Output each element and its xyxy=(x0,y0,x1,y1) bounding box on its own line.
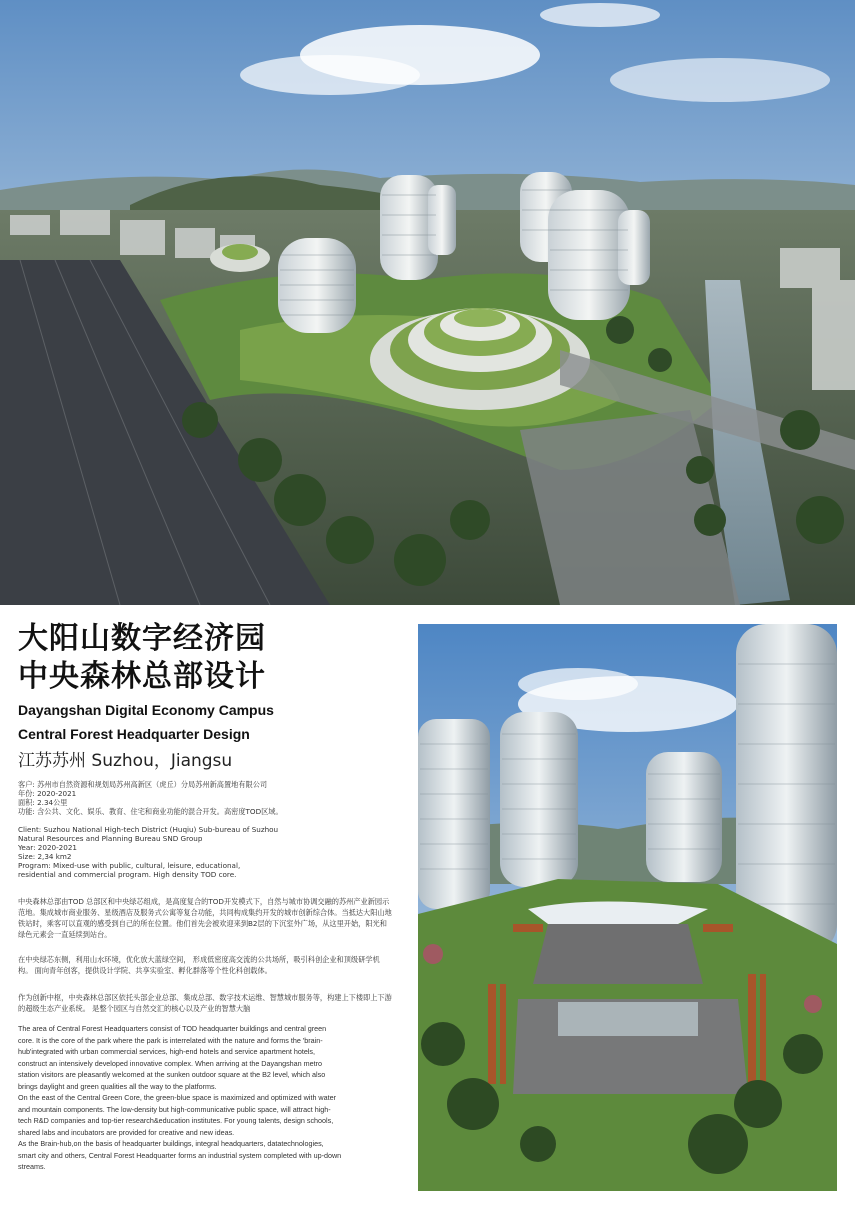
page-title-chinese xyxy=(18,620,266,696)
paragraph-en-line: hub'integrated with urban commercial services, high-end hotels and service apartment hotels, xyxy=(18,1047,316,1056)
paragraph-zh-1: 中央森林总部由TOD 总部区和中央绿芯组成，是高度复合的TOD开发模式下，自然与城市协调交融的苏州产业新园示范地。集成城市商业服务、星级酒店及服务式公寓等复合功能，共同构成集约开发的城市创新综合体。当抵达大阳山地铁站时，乘客可以直观的感受到自己的所在位置。他们首先会被欢迎来到B2层的下沉室外广场，从这里开始，阳光和绿色元素会一直延续到站台。 xyxy=(18,897,392,939)
paragraph-en-line: and mountain components. The low-density but high-communicative public space, will attract high- xyxy=(18,1104,331,1114)
location-label: 江苏苏州 Suzhou，Jiangsu xyxy=(18,751,233,771)
paragraph-en-line: smart city and others, Central Forest Headquarter forms an industrial system completed with up-down xyxy=(18,1150,342,1160)
project-info-en xyxy=(18,826,408,879)
info-zh-year: 年份: 2020-2021 xyxy=(18,788,77,798)
courtyard-render-image xyxy=(418,624,837,1191)
paragraph-zh-2: 在中央绿芯东侧，利用山水环境，优化放大蓝绿空间， 形成低密度高交流的公共场所，吸引科创企业和顶级研学机构。 面向青年创客，提供设计学院、共享实验室、孵化群落等个性化科创载体。 xyxy=(18,955,380,975)
paragraph-en-line: construct an intensively developed innovative complex. When arriving at the Dayangshan metro xyxy=(18,1058,323,1068)
paragraph-zh-3: 作为创新中枢，中央森林总部区依托头部企业总部、集成总部、数字技术运维、智慧城市服务等，构建上下楼即上下游的超级生态产业系统。 是整个园区与自然交汇的核心以及产业的智慧大脑 xyxy=(18,993,392,1013)
paragraph-en-line: brings daylight and green qualities all the way to the platforms. xyxy=(18,1081,217,1091)
title-zh-line-1: 大阳山数字经济园 xyxy=(18,621,266,656)
project-info-zh xyxy=(18,781,408,817)
paragraph-en-line: On the east of the Central Green Core, the green-blue space is maximized and optimized with water xyxy=(18,1093,337,1102)
info-en-client-2: Natural Resources and Planning Bureau SND Group xyxy=(18,833,203,843)
info-zh-client: 客户: 苏州市自然资源和规划局苏州高新区（虎丘）分局苏州新高置地有限公司 xyxy=(18,780,268,789)
title-en-line-2: Central Forest Headquarter Design xyxy=(18,726,250,742)
paragraph-en-line: station visitors are pleasantly welcomed at the sunken outdoor square at the B2 level, which also xyxy=(18,1070,326,1079)
title-zh-line-2: 中央森林总部设计 xyxy=(18,659,266,694)
info-en-client-1: Client: Suzhou National High-tech District (Huqiu) Sub-bureau of Suzhou xyxy=(18,825,279,834)
paragraph-en-line: As the Brain-hub,on the basis of headquarter buildings, integral headquarters, datatechnologies, xyxy=(18,1139,324,1148)
title-en-line-1: Dayangshan Digital Economy Campus xyxy=(18,702,274,718)
paragraph-en-line: shared labs and incubators are provided for creative and new ideas. xyxy=(18,1127,235,1137)
info-en-program-2: residential and commercial program. High density TOD core. xyxy=(18,869,237,879)
paragraph-en-line: tech R&D companies and top-tier research&education institutes. For young talents, design schools, xyxy=(18,1116,334,1125)
paragraph-en-line: core. It is the core of the park where the park is interrelated with the nature and forms the 'brain- xyxy=(18,1035,323,1045)
paragraph-en xyxy=(18,1023,396,1173)
page-title-english xyxy=(18,698,274,746)
info-zh-program: 功能: 含公共、文化、娱乐、教育、住宅和商业功能的混合开发。高密度TOD区域。 xyxy=(18,806,283,816)
paragraph-en-line: streams. xyxy=(18,1162,46,1171)
info-en-size: Size: 2,34 km2 xyxy=(18,851,72,861)
info-en-program-1: Program: Mixed-use with public, cultural, leisure, educational, xyxy=(18,860,241,870)
info-en-year: Year: 2020-2021 xyxy=(18,842,77,852)
info-zh-size: 面积: 2.34公里 xyxy=(18,797,68,807)
paragraph-en-line: The area of Central Forest Headquarters consist of TOD headquarter buildings and central green xyxy=(18,1024,327,1033)
